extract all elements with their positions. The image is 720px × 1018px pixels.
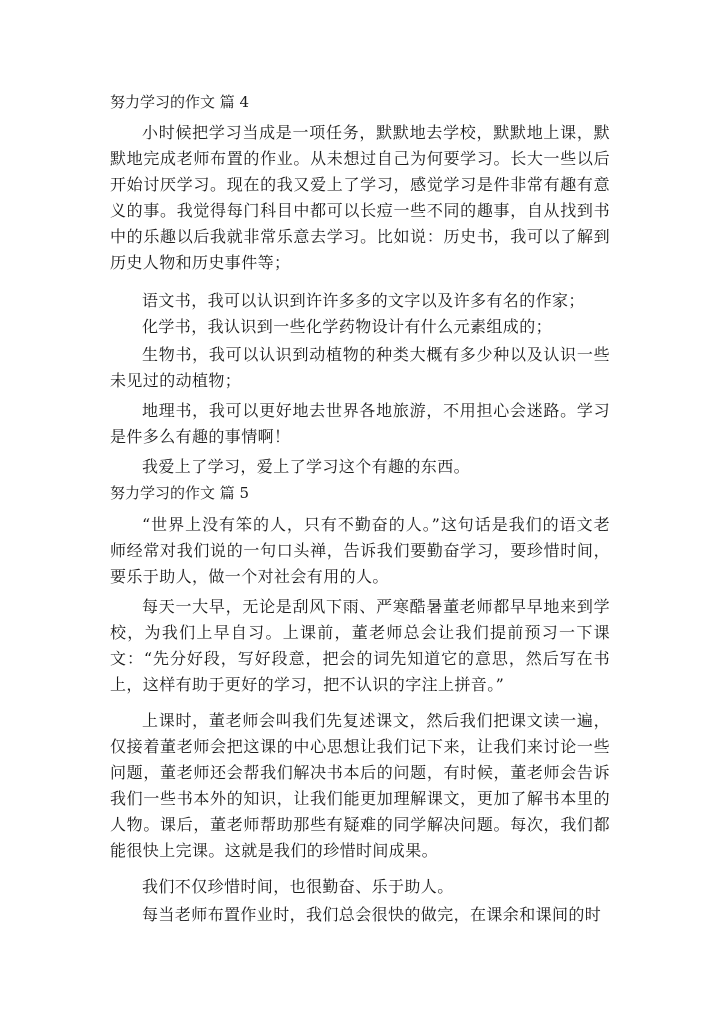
paragraph: 我们不仅珍惜时间，也很勤奋、乐于助人。: [142, 877, 454, 896]
paragraph: 化学书，我认识到一些化学药物设计有什么元素组成的；: [142, 317, 553, 336]
paragraph: 每当老师布置作业时，我们总会很快的做完，在课余和课间的时: [142, 905, 602, 924]
paragraph: 地理书，我可以更好地去世界各地旅游，不用担心会迷路。学习是件多么有趣的事情啊！: [110, 401, 610, 446]
paragraph: 我爱上了学习，爱上了学习这个有趣的东西。: [142, 457, 471, 476]
paragraph: 生物书，我可以认识到动植物的种类大概有多少种以及认识一些未见过的动植物；: [110, 345, 610, 390]
section-heading: 努力学习的作文 篇 5: [110, 484, 250, 502]
section-heading: 努力学习的作文 篇 4: [110, 93, 250, 111]
paragraph: 上课时，董老师会叫我们先复述课文，然后我们把课文读一遍，仅接着董老师会把这课的中心思想让我们记下来，让我们来讨论一些问题，董老师还会帮我们解决书本后的问题，有时候，董老师会告诉我们一些书本外的知识，让我们能更加理解课文，更加了解书本里的人物。课后，董老师帮助那些有疑难的同学解决问题。每次，我们都能很快上完课。这就是我们的珍惜时间成果。: [110, 711, 610, 860]
paragraph: “世界上没有笨的人，只有不勤奋的人。”这句话是我们的语文老师经常对我们说的一句口头禅，告诉我们要勤奋学习，要珍惜时间，要乐于助人，做一个对社会有用的人。: [110, 515, 610, 586]
paragraph: 小时候把学习当成是一项任务，默默地去学校，默默地上课，默默地完成老师布置的作业。从未想过自己为何要学习。长大一些以后开始讨厌学习。现在的我又爱上了学习，感觉学习是件非常有趣有意义的事。我觉得每门科目中都可以长痘一些不同的趣事，自从找到书中的乐趣以后我就非常乐意去学习。比如说：历史书，我可以了解到历史人物和历史事件等；: [110, 123, 610, 272]
paragraph: 每天一大早，无论是刮风下雨、严寒酷暑董老师都早早地来到学校，为我们上早自习。上课前，董老师总会让我们提前预习一下课文：“先分好段，写好段意，把会的词先知道它的意思，然后写在书上，这样有助于更好的学习，把不认识的字注上拼音。”: [110, 597, 610, 694]
paragraph: 语文书，我可以认识到许许多多的文字以及许多有名的作家；: [142, 291, 585, 310]
